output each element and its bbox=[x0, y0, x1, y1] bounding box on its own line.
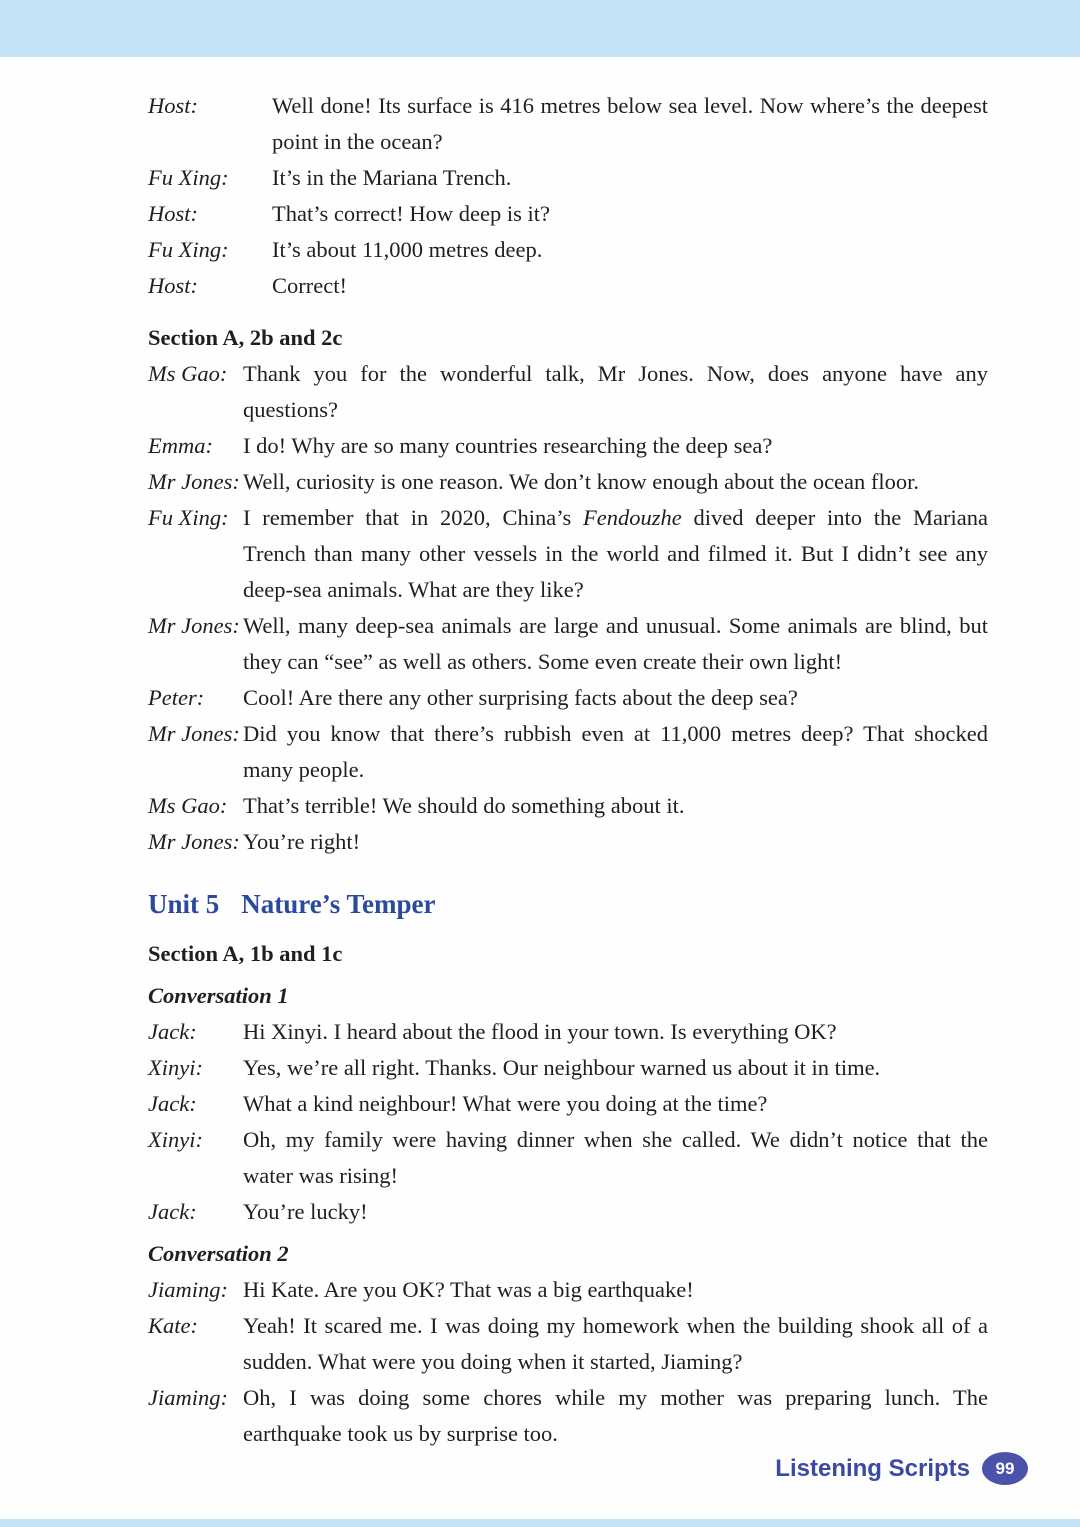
speaker-name: Jiaming: bbox=[148, 1277, 228, 1302]
speaker-name: Xinyi: bbox=[148, 1127, 203, 1152]
dialog-line bbox=[148, 1194, 988, 1230]
speaker-name: Emma: bbox=[148, 433, 213, 458]
dialog-block-2b-2c bbox=[148, 356, 988, 860]
dialog-line bbox=[148, 356, 988, 428]
speaker-name: Mr Jones: bbox=[148, 721, 240, 746]
dialog-line bbox=[148, 428, 988, 464]
utterance: I do! Why are so many countries researching the deep sea? bbox=[243, 433, 773, 458]
dialog-line bbox=[148, 464, 988, 500]
utterance: It’s about 11,000 metres deep. bbox=[272, 237, 543, 262]
utterance: Yes, we’re all right. Thanks. Our neighbour warned us about it in time. bbox=[243, 1055, 881, 1080]
speaker-name: Host: bbox=[148, 93, 198, 118]
dialog-block-conversation-2 bbox=[148, 1272, 988, 1452]
conversation-1-heading: Conversation 1 bbox=[148, 983, 289, 1008]
utterance: You’re lucky! bbox=[243, 1199, 368, 1224]
speaker-name: Jack: bbox=[148, 1019, 197, 1044]
speaker-name: Peter: bbox=[148, 685, 205, 710]
utterance: What a kind neighbour! What were you doing at the time? bbox=[243, 1091, 768, 1116]
dialog-block-conversation-1 bbox=[148, 1014, 988, 1230]
speaker-name: Fu Xing: bbox=[148, 165, 229, 190]
utterance: Oh, I was doing some chores while my mother was preparing lunch. The earthquake took us by surprise too. bbox=[243, 1385, 988, 1446]
utterance: Did you know that there’s rubbish even at 11,000 metres deep? That shocked many people. bbox=[243, 721, 988, 782]
unit-title: Nature’s Temper bbox=[241, 889, 436, 919]
utterance: Oh, my family were having dinner when she called. We didn’t notice that the water was rising! bbox=[243, 1127, 988, 1188]
dialog-line bbox=[148, 160, 988, 196]
speaker-name: Jack: bbox=[148, 1091, 197, 1116]
section-heading-1b-1c: Section A, 1b and 1c bbox=[148, 941, 343, 966]
utterance: Well, curiosity is one reason. We don’t know enough about the ocean floor. bbox=[243, 469, 920, 494]
bottom-decorative-band bbox=[0, 1519, 1080, 1527]
dialog-line bbox=[148, 232, 988, 268]
speaker-name: Mr Jones: bbox=[148, 613, 240, 638]
dialog-line bbox=[148, 608, 988, 680]
utterance: Thank you for the wonderful talk, Mr Jones. Now, does anyone have any questions? bbox=[243, 361, 988, 422]
speaker-name: Kate: bbox=[148, 1313, 198, 1338]
dialog-line bbox=[148, 500, 988, 608]
dialog-line bbox=[148, 1050, 988, 1086]
speaker-name: Host: bbox=[148, 201, 198, 226]
speaker-name: Ms Gao: bbox=[148, 793, 228, 818]
dialog-line bbox=[148, 1308, 988, 1380]
utterance: Correct! bbox=[272, 273, 347, 298]
utterance: Well done! Its surface is 416 metres below sea level. Now where’s the deepest point in the ocean? bbox=[272, 93, 988, 154]
utterance: Cool! Are there any other surprising facts about the deep sea? bbox=[243, 685, 798, 710]
utterance: Yeah! It scared me. I was doing my homework when the building shook all of a sudden. What were you doing when it started, Jiaming? bbox=[243, 1313, 988, 1374]
dialog-line bbox=[148, 1086, 988, 1122]
listening-scripts-content bbox=[148, 88, 988, 1452]
footer-section-label: Listening Scripts bbox=[775, 1454, 970, 1482]
dialog-line bbox=[148, 1014, 988, 1050]
dialog-line bbox=[148, 1380, 988, 1452]
speaker-name: Jiaming: bbox=[148, 1385, 228, 1410]
utterance: Hi Kate. Are you OK? That was a big earthquake! bbox=[243, 1277, 694, 1302]
unit-5-heading bbox=[148, 884, 988, 924]
speaker-name: Ms Gao: bbox=[148, 361, 228, 386]
speaker-name: Host: bbox=[148, 273, 198, 298]
top-decorative-band bbox=[0, 0, 1080, 57]
dialog-line bbox=[148, 268, 988, 304]
speaker-name: Fu Xing: bbox=[148, 505, 229, 530]
dialog-line bbox=[148, 88, 988, 160]
dialog-line bbox=[148, 716, 988, 788]
conversation-2-heading: Conversation 2 bbox=[148, 1241, 289, 1266]
utterance: Well, many deep-sea animals are large and unusual. Some animals are blind, but they can “see” as well as others. Some even create their own light! bbox=[243, 613, 988, 674]
dialog-line bbox=[148, 196, 988, 232]
speaker-name: Xinyi: bbox=[148, 1055, 203, 1080]
section-heading-2b-2c: Section A, 2b and 2c bbox=[148, 325, 343, 350]
unit-number-label: Unit 5 bbox=[148, 889, 220, 919]
vessel-name-italic: Fendouzhe bbox=[582, 505, 682, 530]
dialog-block-quiz bbox=[148, 88, 988, 304]
utterance: It’s in the Mariana Trench. bbox=[272, 165, 512, 190]
utterance: You’re right! bbox=[243, 829, 361, 854]
utterance-part: I remember that in 2020, China’s bbox=[243, 505, 583, 530]
speaker-name: Mr Jones: bbox=[148, 469, 240, 494]
page-number-badge: 99 bbox=[982, 1452, 1028, 1485]
utterance: That’s correct! How deep is it? bbox=[272, 201, 551, 226]
speaker-name: Fu Xing: bbox=[148, 237, 229, 262]
dialog-line bbox=[148, 680, 988, 716]
utterance: Hi Xinyi. I heard about the flood in your town. Is everything OK? bbox=[243, 1019, 837, 1044]
speaker-name: Mr Jones: bbox=[148, 829, 240, 854]
page-footer bbox=[775, 1452, 1028, 1485]
dialog-line bbox=[148, 1272, 988, 1308]
speaker-name: Jack: bbox=[148, 1199, 197, 1224]
utterance-part: dived deeper into the Mariana Trench than many other vessels in the world and filmed it. But I didn’t see any deep-sea animals. What are they like? bbox=[243, 505, 989, 602]
dialog-line bbox=[148, 788, 988, 824]
dialog-line bbox=[148, 824, 988, 860]
utterance: That’s terrible! We should do something about it. bbox=[243, 793, 685, 818]
utterance bbox=[243, 505, 988, 602]
dialog-line bbox=[148, 1122, 988, 1194]
